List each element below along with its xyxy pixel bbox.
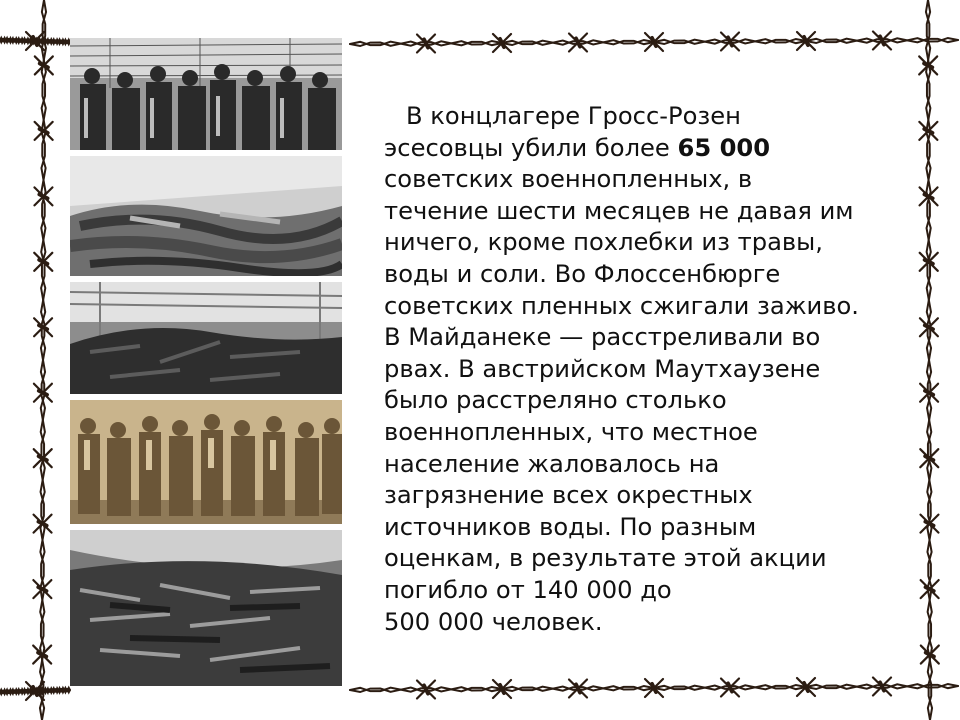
text-line: рвах. В австрийском Маутхаузене: [384, 354, 821, 383]
photo-bodies-in-barrack: [70, 156, 342, 276]
text-line: советских военнопленных, в: [384, 165, 753, 194]
photo-emaciated-prisoners-group: [70, 400, 342, 524]
photo-piles-of-bodies-shed: [70, 282, 342, 394]
photo-prisoners-behind-fence: [70, 38, 342, 150]
text-line: загрязнение всех окрестных: [384, 481, 753, 510]
photo-mass-grave-pit: [70, 530, 342, 686]
text-line: [384, 133, 904, 165]
text-line: ничего, кроме похлебки из травы,: [384, 228, 823, 257]
text-line: В Майданеке — расстреливали во: [384, 323, 821, 352]
main-text: [384, 101, 904, 638]
text-line: источников воды. По разным: [384, 512, 757, 541]
text-line: 500 000 человек.: [384, 607, 603, 636]
text-line: воды и соли. Во Флоссенбюрге: [384, 259, 781, 288]
text-line: течение шести месяцев не давая им: [384, 196, 854, 225]
text-line: В концлагере Гросс-Розен: [406, 102, 741, 130]
text-line: население жаловалось на: [384, 449, 720, 478]
text-line: было расстреляно столько: [384, 386, 727, 415]
text-line: погибло от 140 000 до: [384, 575, 672, 604]
text-fragment: эсесовцы убили более: [384, 133, 678, 162]
text-line: оценкам, в результате этой акции: [384, 544, 827, 573]
text-line: военнопленных, что местное: [384, 417, 758, 446]
text-line: советских пленных сжигали заживо.: [384, 291, 859, 320]
highlighted-number: 65 000: [677, 133, 771, 162]
